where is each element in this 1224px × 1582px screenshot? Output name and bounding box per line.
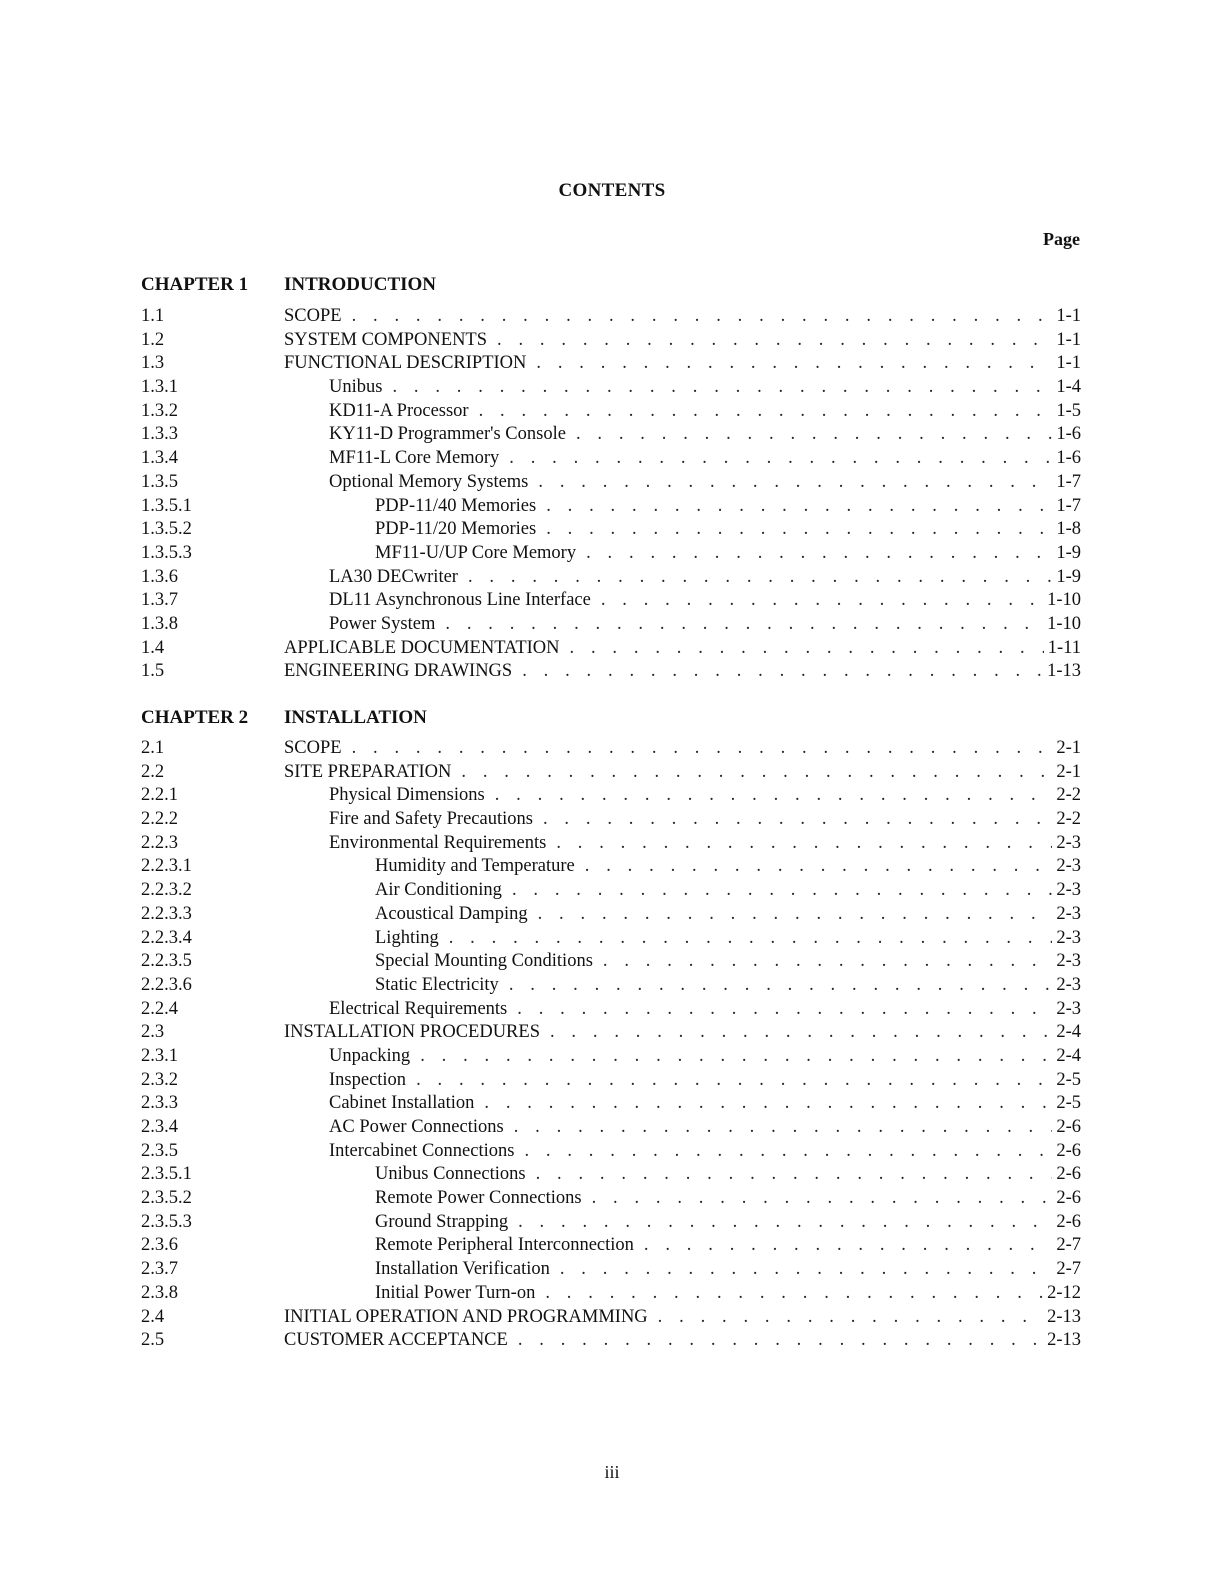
section-page: 2-13 [1047,1306,1081,1327]
section-page: 1-13 [1047,661,1081,682]
section-page: 2-3 [1056,880,1081,901]
dot-leader [592,1187,1053,1211]
page-number: iii [604,1462,620,1482]
section-title: Unibus [329,377,383,398]
toc-entry [141,447,1081,471]
section-title: SYSTEM COMPONENTS [284,329,488,350]
dot-leader [644,1234,1052,1258]
toc-entry [141,927,1081,951]
toc-entry [141,950,1081,974]
toc-entry-line [375,950,1081,974]
section-number: 1.3.5 [141,471,178,492]
toc-entry-line [329,400,1081,424]
dot-leader [545,1282,1043,1306]
section-number: 1.3.4 [141,448,178,469]
toc-entry-line [375,1163,1081,1187]
section-number: 2.2.3.5 [141,951,192,972]
section-number: 2.2.1 [141,785,178,806]
chapter-1-entries [141,305,1081,684]
dot-leader [449,927,1053,951]
section-page: 2-4 [1056,1045,1081,1066]
toc-entry-line [329,589,1081,613]
section-title: Physical Dimensions [329,785,485,806]
toc-entry-line [375,1211,1081,1235]
section-title: Initial Power Turn-on [375,1282,536,1303]
dot-leader [352,737,1053,761]
section-page: 1-1 [1056,306,1081,326]
section-page: 1-10 [1047,613,1081,634]
toc-entry-line [329,832,1081,856]
dot-leader [536,1163,1053,1187]
dot-leader [570,637,1044,661]
section-title: Unibus Connections [375,1164,526,1185]
chapter-title: INTRODUCTION [284,274,437,295]
section-number: 2.3.5 [141,1140,178,1161]
toc-entry-line [329,471,1081,495]
dot-leader [546,518,1052,542]
section-title: Fire and Safety Precautions [329,809,533,830]
section-page: 2-7 [1056,1235,1081,1256]
section-page: 1-9 [1056,566,1081,587]
dot-leader [484,1092,1052,1116]
toc-entry-line [375,1187,1081,1211]
dot-leader [509,447,1052,471]
toc-entry-line [329,566,1081,590]
section-number: 2.3.3 [141,1093,178,1114]
section-title: MF11-U/UP Core Memory [375,542,577,563]
toc-entry [141,855,1081,879]
section-number: 1.3.3 [141,424,178,445]
chapter-title: INSTALLATION [284,707,427,728]
section-title: Lighting [375,927,439,948]
section-number: 2.2.3 [141,832,178,853]
section-number: 2.4 [141,1306,165,1327]
section-title: Inspection [329,1069,407,1090]
section-page: 1-6 [1056,448,1081,469]
toc-entry-line [329,1045,1081,1069]
section-page: 2-5 [1056,1069,1081,1090]
toc-entry-line [329,423,1081,447]
section-title: Cabinet Installation [329,1093,475,1114]
section-title: Humidity and Temperature [375,856,575,877]
dot-leader [518,1329,1043,1353]
section-number: 2.2.4 [141,998,178,1019]
section-number: 2.3.4 [141,1117,178,1137]
toc-entry-line [375,495,1081,519]
dot-leader [543,808,1052,832]
section-page: 2-3 [1056,856,1081,877]
section-number: 2.3 [141,1022,165,1043]
section-number: 2.3.8 [141,1282,178,1303]
toc-entry-line [284,737,1081,761]
section-number: 1.2 [141,329,165,350]
toc-entry-line [329,376,1081,400]
toc-entry-line [284,637,1081,661]
toc-entry-line [284,660,1081,684]
toc-entry [141,1116,1081,1140]
section-title: PDP-11/40 Memories [375,495,537,516]
section-page: 2-3 [1056,951,1081,972]
section-page: 1-9 [1056,542,1081,563]
section-number: 1.3.5.3 [141,542,192,563]
section-page: 1-7 [1056,471,1081,492]
section-number: 1.4 [141,637,165,658]
toc-entry [141,998,1081,1022]
toc-entry-line [284,761,1081,785]
toc-entry [141,1234,1081,1258]
section-number: 2.3.5.2 [141,1188,192,1209]
section-page: 1-1 [1056,329,1081,350]
section-page: 2-6 [1056,1140,1081,1161]
toc-entry [141,566,1081,590]
toc-entry-line [375,1258,1081,1282]
toc-entry [141,1211,1081,1235]
section-page: 2-3 [1056,903,1081,924]
toc-entry [141,761,1081,785]
toc-entry-line [375,1234,1081,1258]
page-title: CONTENTS [558,180,666,201]
toc-entry [141,808,1081,832]
dot-leader [392,376,1052,400]
section-page: 1-11 [1047,637,1081,658]
dot-leader [586,542,1052,566]
section-title: Air Conditioning [375,880,502,901]
section-title: Acoustical Damping [375,903,528,924]
toc-entry [141,423,1081,447]
toc-entry [141,1187,1081,1211]
section-page: 2-2 [1056,809,1081,830]
dot-leader [658,1306,1043,1330]
toc-entry [141,1258,1081,1282]
section-number: 1.1 [141,306,165,326]
dot-leader [461,761,1052,785]
section-title: MF11-L Core Memory [329,448,500,469]
section-title: DL11 Asynchronous Line Interface [329,590,591,611]
section-number: 2.3.6 [141,1235,178,1256]
dot-leader [497,329,1052,353]
section-number: 2.2.3.1 [141,856,192,877]
page-column-label: Page [1043,229,1080,249]
toc-entry-line [284,329,1081,353]
section-number: 1.3.7 [141,590,178,611]
dot-leader [517,998,1052,1022]
section-title: Special Mounting Conditions [375,951,593,972]
section-number: 1.3.2 [141,400,178,421]
toc-entry-line [375,879,1081,903]
toc-entry [141,737,1081,761]
toc-entry-line [375,1282,1081,1306]
dot-leader [352,305,1053,329]
section-page: 2-13 [1047,1330,1081,1351]
toc-entry-line [375,542,1081,566]
section-number: 2.5 [141,1330,165,1351]
section-title: SCOPE [284,738,342,758]
section-page: 2-6 [1056,1211,1081,1232]
section-number: 2.2.3.3 [141,903,192,924]
dot-leader [585,855,1053,879]
toc-entry-line [284,305,1081,329]
dot-leader [538,903,1053,927]
toc-entry-line [284,1329,1081,1353]
section-number: 1.3.6 [141,566,178,587]
toc-entry [141,903,1081,927]
toc-entry-line [329,808,1081,832]
section-title: Static Electricity [375,974,499,995]
section-page: 1-7 [1056,495,1081,516]
toc-entry [141,471,1081,495]
section-page: 2-6 [1056,1164,1081,1185]
toc-entry-line [284,352,1081,376]
toc-entry [141,1140,1081,1164]
dot-leader [416,1069,1052,1093]
section-title: CUSTOMER ACCEPTANCE [284,1330,508,1351]
section-number: 1.3.8 [141,613,178,634]
section-page: 1-4 [1056,377,1081,398]
toc-entry-line [375,927,1081,951]
section-page: 2-5 [1056,1093,1081,1114]
dot-leader [514,1116,1053,1140]
toc-entry [141,589,1081,613]
section-title: KD11-A Processor [329,400,469,421]
toc-entry [141,329,1081,353]
section-number: 2.1 [141,738,165,758]
toc-entry-line [284,1306,1081,1330]
toc-entry [141,832,1081,856]
toc-entry [141,542,1081,566]
section-title: ENGINEERING DRAWINGS [284,661,513,682]
section-number: 2.2.3.6 [141,974,192,995]
section-title: Intercabinet Connections [329,1140,515,1161]
toc-entry [141,784,1081,808]
section-title: Remote Power Connections [375,1188,582,1209]
section-title: LA30 DECwriter [329,566,458,587]
toc-entry-line [375,855,1081,879]
section-page: 1-8 [1056,519,1081,540]
chapter-heading [141,706,1081,730]
section-page: 2-3 [1056,974,1081,995]
toc-entry-line [329,1069,1081,1093]
toc-entry-line [329,784,1081,808]
dot-leader [445,613,1043,637]
section-title: INSTALLATION PROCEDURES [284,1022,540,1043]
toc-entry [141,1045,1081,1069]
toc-entry-line [375,903,1081,927]
dot-leader [495,784,1053,808]
toc-entry-line [375,518,1081,542]
section-title: APPLICABLE DOCUMENTATION [284,637,560,658]
toc-entry [141,1092,1081,1116]
section-page: 2-3 [1056,998,1081,1019]
section-page: 2-7 [1056,1259,1081,1280]
chapter-2-entries [141,737,1081,1353]
section-page: 2-1 [1056,761,1081,782]
section-title: Environmental Requirements [329,832,547,853]
toc-entry [141,1306,1081,1330]
toc-entry [141,1282,1081,1306]
toc-entry [141,637,1081,661]
toc-entry-line [375,974,1081,998]
toc-entry-line [329,1140,1081,1164]
section-title: SCOPE [284,306,342,326]
section-number: 1.3.5.2 [141,519,192,540]
section-number: 2.3.5.3 [141,1211,192,1232]
section-number: 1.5 [141,661,165,682]
toc-entry [141,660,1081,684]
section-page: 2-1 [1056,738,1081,758]
toc-entry-line [284,1021,1081,1045]
toc-entry [141,305,1081,329]
toc-entry [141,518,1081,542]
chapter-number: CHAPTER 1 [141,274,249,295]
section-title: INITIAL OPERATION AND PROGRAMMING [284,1306,648,1327]
section-title: FUNCTIONAL DESCRIPTION [284,353,527,374]
dot-leader [546,495,1052,519]
toc-entry [141,613,1081,637]
toc-entry-line [329,1092,1081,1116]
dot-leader [556,832,1052,856]
toc-entry [141,1329,1081,1353]
section-title: Ground Strapping [375,1211,509,1232]
dot-leader [479,400,1053,424]
dot-leader [601,589,1043,613]
section-title: PDP-11/20 Memories [375,519,537,540]
chapter-heading [141,273,1081,297]
section-title: Unpacking [329,1045,411,1066]
section-page: 2-6 [1056,1188,1081,1209]
toc-entry [141,352,1081,376]
toc-entry [141,1021,1081,1045]
section-title: AC Power Connections [329,1117,504,1137]
dot-leader [603,950,1052,974]
section-number: 1.3 [141,353,165,374]
section-number: 2.3.7 [141,1259,178,1280]
section-number: 2.2.2 [141,809,178,830]
toc-entry [141,974,1081,998]
section-title: Electrical Requirements [329,998,508,1019]
dot-leader [524,1140,1052,1164]
dot-leader [536,352,1052,376]
toc-entry-line [329,613,1081,637]
dot-leader [509,974,1053,998]
dot-leader [560,1258,1052,1282]
section-page: 1-6 [1056,424,1081,445]
section-page: 2-4 [1056,1022,1081,1043]
dot-leader [420,1045,1052,1069]
chapter-number: CHAPTER 2 [141,707,249,728]
section-page: 1-5 [1056,400,1081,421]
toc-entry [141,400,1081,424]
section-page: 2-12 [1047,1282,1081,1303]
section-number: 2.2.3.2 [141,880,192,901]
toc-entry [141,495,1081,519]
section-number: 2.3.5.1 [141,1164,192,1185]
section-title: SITE PREPARATION [284,761,452,782]
section-page: 2-2 [1056,785,1081,806]
section-title: KY11-D Programmer's Console [329,424,566,445]
toc-entry [141,1163,1081,1187]
section-number: 2.2.3.4 [141,927,192,948]
section-number: 2.2 [141,761,165,782]
section-number: 1.3.5.1 [141,495,192,516]
section-page: 2-3 [1056,927,1081,948]
section-page: 2-3 [1056,832,1081,853]
dot-leader [538,471,1052,495]
toc-entry-line [329,1116,1081,1140]
dot-leader [468,566,1052,590]
toc-entry-line [329,447,1081,471]
toc-entry [141,879,1081,903]
dot-leader [550,1021,1052,1045]
section-number: 2.3.2 [141,1069,178,1090]
section-title: Power System [329,613,436,634]
toc-entry-line [329,998,1081,1022]
toc-entry [141,376,1081,400]
section-title: Optional Memory Systems [329,471,529,492]
section-page: 2-6 [1056,1117,1081,1137]
dot-leader [512,879,1052,903]
dot-leader [518,1211,1052,1235]
section-title: Remote Peripheral Interconnection [375,1235,634,1256]
section-page: 1-1 [1056,353,1081,374]
section-page: 1-10 [1047,590,1081,611]
dot-leader [576,423,1052,447]
toc-entry [141,1069,1081,1093]
section-number: 2.3.1 [141,1045,178,1066]
dot-leader [522,660,1043,684]
section-title: Installation Verification [375,1259,550,1280]
section-number: 1.3.1 [141,377,178,398]
